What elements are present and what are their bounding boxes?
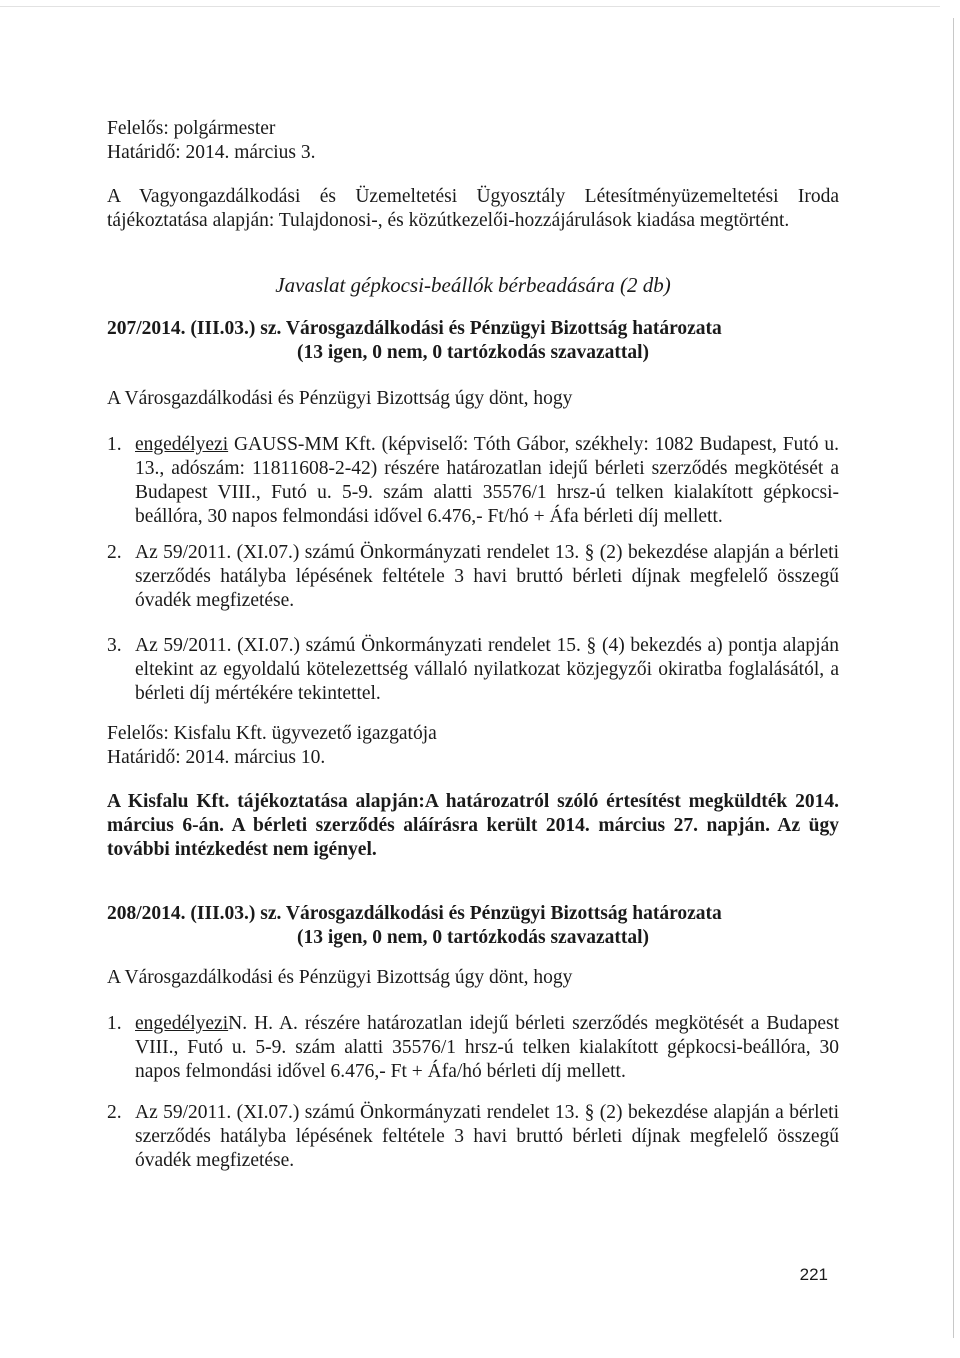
item-text <box>135 1012 839 1084</box>
item-number: 1. <box>107 434 122 455</box>
deadline-line: Határidő: 2014. március 10. <box>107 747 326 768</box>
status-report: A Kisfalu Kft. tájékoztatása alapján:A határozatról szóló értesítést megküldték 2014. március 6-án. A bérleti szerződés aláírásra került 2014. március 27. napján. Az ügy további intézkedést nem igényel. <box>107 791 839 860</box>
item-number: 2. <box>107 542 122 563</box>
deadline-line: Határidő: 2014. március 3. <box>107 142 316 163</box>
page-edge-top <box>0 6 940 7</box>
item-number: 2. <box>107 1102 122 1123</box>
item-body: N. H. A. részére határozatlan idejű bérleti szerződés megkötését a Budapest VIII., Futó u. 5-9. szám alatti 35576/1 hrsz-ú telken kialakított gépkocsi-beállóra, 30 napos felmondási idővel 6.476,- Ft + Áfa/hó bérleti díj mellett. <box>135 1013 839 1082</box>
list-item <box>107 433 839 529</box>
page-edge-right <box>953 18 954 1338</box>
list-item <box>107 1012 839 1084</box>
list-item <box>107 634 839 706</box>
item-lead: engedélyezi <box>135 434 229 455</box>
item-number: 3. <box>107 635 122 656</box>
item-text: Az 59/2011. (XI.07.) számú Önkormányzati rendelet 15. § (4) bekezdés a) pontja alapján eltekint az egyoldalú kötelezettség vállaló nyilatkozat közjegyzői okiratba foglalásától, a bérleti díj mértékére tekintettel. <box>135 635 839 704</box>
section-title: Javaslat gépkocsi-beállók bérbeadására (2 db) <box>275 273 671 297</box>
resolution-heading: 207/2014. (III.03.) sz. Városgazdálkodási és Pénzügyi Bizottság határozata <box>107 318 722 339</box>
item-lead: engedélyezi <box>135 1013 229 1034</box>
item-text: Az 59/2011. (XI.07.) számú Önkormányzati rendelet 13. § (2) bekezdése alapján a bérleti szerződés hatályba lépésének feltétele 3 havi bruttó bérleti díjnak megfelelő összegű óvadék megfizetése. <box>135 1102 839 1171</box>
item-text: Az 59/2011. (XI.07.) számú Önkormányzati rendelet 13. § (2) bekezdése alapján a bérleti szerződés hatályba lépésének feltétele 3 havi bruttó bérleti díjnak megfelelő összegű óvadék megfizetése. <box>135 542 839 611</box>
vote-result: (13 igen, 0 nem, 0 tartózkodás szavazattal) <box>296 342 650 363</box>
decision-intro: A Városgazdálkodási és Pénzügyi Bizottság úgy dönt, hogy <box>107 967 573 988</box>
resolution-heading: 208/2014. (III.03.) sz. Városgazdálkodási és Pénzügyi Bizottság határozata <box>107 903 722 924</box>
responsible-line: Felelős: polgármester <box>107 118 276 139</box>
info-paragraph: A Vagyongazdálkodási és Üzemeltetési Ügyosztály Létesítményüzemeltetési Iroda tájékoztatása alapján: Tulajdonosi-, és közútkezelői-hozzájárulások kiadása megtörtént. <box>107 186 839 231</box>
page-number: 221 <box>799 1265 828 1284</box>
list-item <box>107 1101 839 1173</box>
list-item <box>107 541 839 613</box>
decision-intro: A Városgazdálkodási és Pénzügyi Bizottság úgy dönt, hogy <box>107 388 573 409</box>
responsible-line: Felelős: Kisfalu Kft. ügyvezető igazgatója <box>107 723 437 744</box>
item-number: 1. <box>107 1013 122 1034</box>
item-text <box>135 433 839 529</box>
item-body: GAUSS-MM Kft. (képviselő: Tóth Gábor, székhely: 1082 Budapest, Futó u. 13., adószám: 11811608-2-42) részére határozatlan idejű bérleti szerződés megkötését a Budapest VIII., Futó u. 5-9. szám alatti 35576/1 hrsz-ú telken kialakított gépkocsi-beállóra, 30 napos felmondási idővel 6.476,- Ft/hó + Áfa bérleti díj mellett. <box>135 434 839 527</box>
vote-result: (13 igen, 0 nem, 0 tartózkodás szavazattal) <box>296 927 650 948</box>
